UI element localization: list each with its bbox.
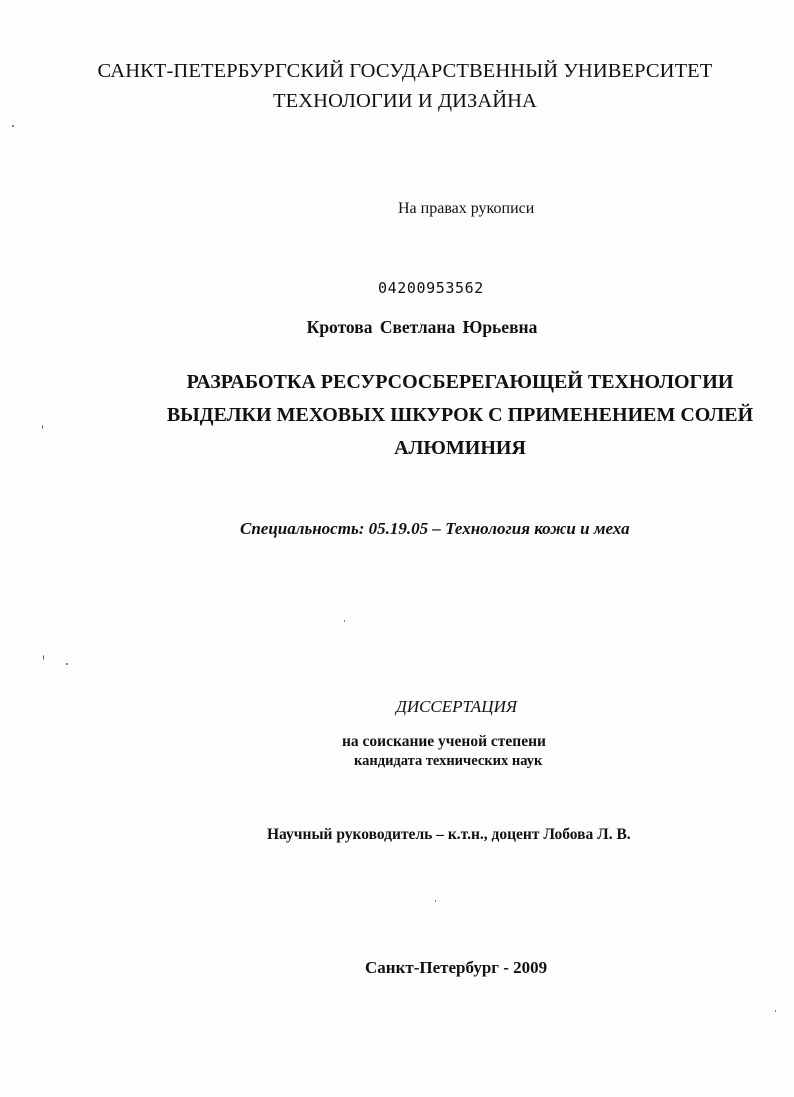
scan-speck [42,425,43,429]
title-line-1: РАЗРАБОТКА РЕСУРСОСБЕРЕГАЮЩЕЙ ТЕХНОЛОГИИ [186,371,734,393]
title-line-2: ВЫДЕЛКИ МЕХОВЫХ ШКУРОК С ПРИМЕНЕНИЕМ СОЛЕЙ [166,404,754,426]
author-name: Кротова Светлана Юрьевна [306,317,538,337]
specialty: Специальность: 05.19.05 – Технология кожи и меха [240,519,630,538]
scan-speck [43,655,44,660]
city-year: Санкт-Петербург - 2009 [365,958,548,977]
degree-line-1: на соискание ученой степени [342,733,546,750]
rights-note: На правах рукописи [398,200,535,217]
supervisor: Научный руководитель – к.т.н., доцент Лобова Л. В. [267,826,631,843]
dissertation-title [130,366,790,465]
degree-line-2: кандидата технических наук [354,753,543,769]
university-name [30,56,780,116]
scan-speck [12,125,14,127]
scan-speck [435,900,436,902]
work-type: ДИССЕРТАЦИЯ [396,697,518,716]
scan-speck [775,1010,776,1012]
registration-number: 04200953562 [378,279,484,297]
scan-speck [66,663,68,665]
university-name-line-1: САНКТ-ПЕТЕРБУРГСКИЙ ГОСУДАРСТВЕННЫЙ УНИВЕРСИТЕТ [97,60,713,82]
title-line-3: АЛЮМИНИЯ [394,437,526,459]
scan-speck [344,620,345,622]
university-name-line-2: ТЕХНОЛОГИИ И ДИЗАЙНА [273,90,537,112]
